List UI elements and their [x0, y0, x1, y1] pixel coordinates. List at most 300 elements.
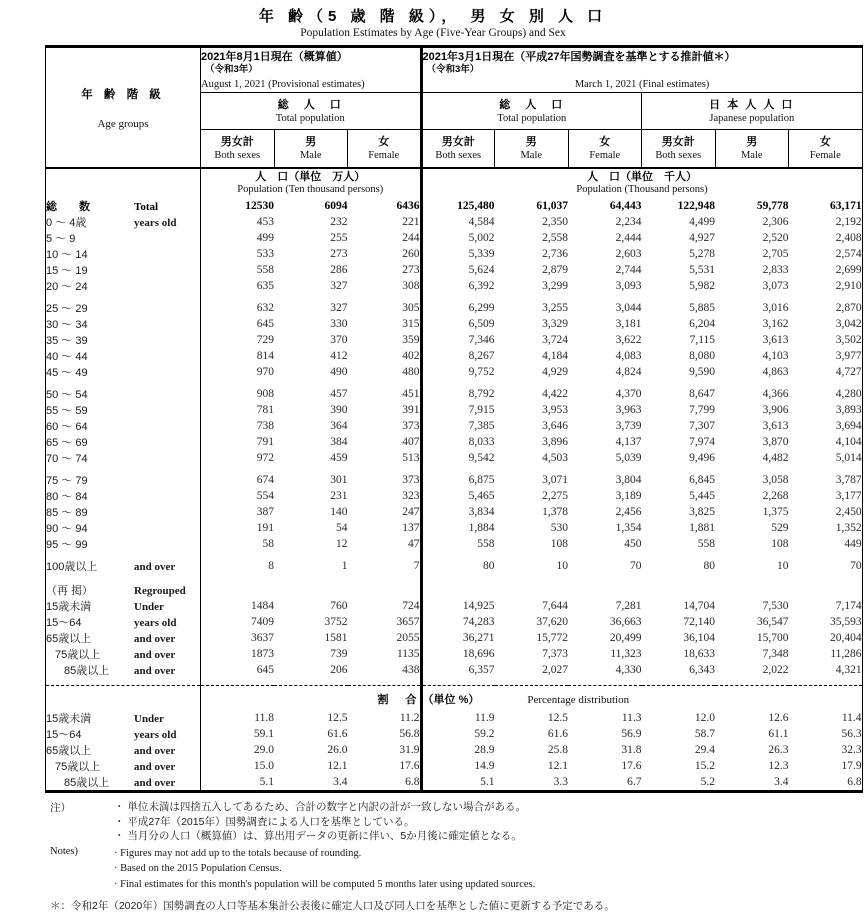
value-cell: 390: [330, 404, 348, 416]
age-label-ja: 75歳以上: [55, 761, 101, 773]
value-cell: 4,137: [615, 436, 642, 448]
value-cell: 1,354: [615, 522, 642, 534]
value-cell: 61.1: [768, 728, 789, 740]
value-cell: 2,450: [835, 506, 862, 518]
value-cell: 2,736: [542, 248, 569, 260]
value-cell: 3752: [324, 616, 348, 628]
age-label-en: and over: [134, 649, 176, 661]
age-label-cell: [46, 316, 201, 332]
value-cell: 2,234: [615, 216, 642, 228]
value-cell: 2,603: [615, 248, 642, 260]
age-label-ja: 50 〜 54: [46, 389, 88, 401]
value-cell: 36,104: [683, 632, 716, 644]
value-cell: 384: [330, 436, 348, 448]
table-row: [46, 520, 863, 536]
age-label-cell: [46, 214, 201, 230]
value-cell: 315: [402, 318, 420, 330]
table-row: [46, 246, 863, 262]
table-row: [46, 472, 863, 488]
table-row: [46, 488, 863, 504]
value-cell: 3,825: [689, 506, 716, 518]
value-cell: 3,694: [835, 420, 862, 432]
age-label-en: Under: [134, 713, 164, 725]
age-label-cell: [46, 614, 201, 630]
value-cell: 3,058: [762, 474, 789, 486]
value-cell: 1,352: [835, 522, 862, 534]
value-cell: 305: [402, 302, 420, 314]
value-cell: 330: [330, 318, 348, 330]
value-cell: 4,280: [835, 388, 862, 400]
value-cell: 8,080: [689, 350, 716, 362]
age-label-en: and over: [134, 633, 176, 645]
value-cell: 554: [201, 488, 275, 504]
value-cell: 513: [402, 452, 420, 464]
value-cell: 499: [201, 230, 275, 246]
age-label-ja: 0 〜 4歳: [46, 217, 87, 229]
value-cell: 56.3: [841, 728, 862, 740]
value-cell: 12: [336, 538, 348, 550]
value-cell: 724: [402, 600, 420, 612]
value-cell: 2,910: [835, 280, 862, 292]
notes-ja-label: 注）: [50, 802, 71, 814]
value-cell: 31.9: [399, 744, 420, 756]
age-label-ja: 75歳以上: [55, 649, 101, 661]
col-header-male: 男 Male: [274, 130, 348, 169]
value-cell: 814: [201, 348, 275, 364]
value-cell: 247: [402, 506, 420, 518]
title-block: [0, 0, 866, 39]
table-row: [46, 214, 863, 230]
table-row: [46, 198, 863, 214]
value-cell: 4,422: [542, 388, 569, 400]
age-label-cell: [46, 504, 201, 520]
note-line: ・ 当月分の人口（概算値）は、算出用データの更新に伴い、5か月後に確定値となる。: [114, 830, 522, 842]
value-cell: 327: [330, 280, 348, 292]
group-header-total-left: [201, 93, 422, 130]
value-cell: 9,590: [689, 366, 716, 378]
value-cell: 29.4: [694, 744, 716, 756]
value-cell: 6.8: [847, 776, 862, 788]
value-cell: 3,093: [615, 280, 642, 292]
value-cell: 635: [201, 278, 275, 294]
value-cell: 61,037: [536, 200, 569, 212]
value-cell: 632: [201, 300, 275, 316]
unit-header-row: [46, 168, 863, 198]
value-cell: 4,727: [835, 366, 862, 378]
value-cell: 6,509: [421, 316, 495, 332]
age-label-cell: [46, 472, 201, 488]
value-cell: 323: [402, 490, 420, 502]
value-cell: 25.8: [547, 744, 569, 756]
value-cell: 14,925: [421, 598, 495, 614]
value-cell: 3,613: [762, 334, 789, 346]
percentage-label-ja: 割 合: [201, 686, 422, 711]
note-line: ・ 平成27年（2015年）国勢調査による人口を基準としている。: [114, 815, 415, 828]
table-row: [46, 630, 863, 646]
value-cell: 11.2: [399, 712, 420, 724]
value-cell: [642, 582, 716, 598]
value-cell: 7,915: [421, 402, 495, 418]
value-cell: 3,042: [835, 318, 862, 330]
value-cell: 63,171: [829, 200, 862, 212]
value-cell: 12.5: [327, 712, 348, 724]
value-cell: 2,275: [542, 490, 569, 502]
value-cell: 6094: [324, 200, 348, 212]
value-cell: 2,306: [762, 216, 789, 228]
age-label-ja: （再 掲）: [46, 585, 94, 597]
age-label-ja: 85 〜 89: [46, 507, 88, 519]
value-cell: 15,772: [536, 632, 569, 644]
period-right-date-en: March 1, 2021 (Final estimates): [574, 78, 710, 90]
value-cell: [568, 582, 642, 598]
notes-en-label: Notes): [50, 845, 78, 857]
value-cell: 32.3: [841, 744, 862, 756]
value-cell: 3,073: [762, 280, 789, 292]
value-cell: 5,278: [689, 248, 716, 260]
value-cell: 260: [402, 248, 420, 260]
value-cell: 5,982: [689, 280, 716, 292]
value-cell: 108: [771, 538, 789, 550]
value-cell: 47: [408, 538, 420, 550]
value-cell: 451: [402, 388, 420, 400]
value-cell: 15.2: [694, 760, 716, 772]
value-cell: 7,530: [762, 600, 789, 612]
value-cell: 4,482: [762, 452, 789, 464]
period-left-date-ja: 2021年8月1日現在（概算値）: [201, 50, 348, 63]
value-cell: 645: [201, 662, 275, 678]
page-title-en: Population Estimates by Age (Five-Year Groups) and Sex: [300, 27, 566, 39]
value-cell: 3,977: [835, 350, 862, 362]
value-cell: 5.1: [421, 774, 495, 792]
age-label-ja: 65歳以上: [46, 745, 92, 757]
value-cell: 2,833: [762, 264, 789, 276]
period-left-date-en: August 1, 2021 (Provisional estimates): [201, 78, 365, 90]
value-cell: 20,499: [609, 632, 642, 644]
age-label-cell: [46, 332, 201, 348]
value-cell: 4,103: [762, 350, 789, 362]
value-cell: 5,014: [835, 452, 862, 464]
value-cell: 3.4: [774, 776, 789, 788]
col-header-female: 女 Female: [348, 130, 422, 169]
age-label-cell: [46, 758, 201, 774]
value-cell: 5,002: [421, 230, 495, 246]
age-label-ja: 80 〜 84: [46, 491, 88, 503]
value-cell: 3,787: [835, 474, 862, 486]
value-cell: 3,893: [835, 404, 862, 416]
age-label-cell: [46, 300, 201, 316]
value-cell: 373: [402, 474, 420, 486]
value-cell: 10: [777, 560, 789, 572]
value-cell: 391: [402, 404, 420, 416]
age-label-en: Under: [134, 601, 164, 613]
value-cell: 3,963: [615, 404, 642, 416]
value-cell: 4,330: [615, 664, 642, 676]
value-cell: 15.0: [201, 758, 275, 774]
value-cell: 61.6: [547, 728, 569, 740]
value-cell: 26.0: [327, 744, 348, 756]
table-row: [46, 558, 863, 574]
value-cell: 1135: [396, 648, 420, 660]
value-cell: 5,624: [421, 262, 495, 278]
value-cell: 8,647: [689, 388, 716, 400]
percentage-header-spacer: [46, 686, 201, 711]
value-cell: 31.8: [621, 744, 642, 756]
value-cell: 3,804: [615, 474, 642, 486]
value-cell: 232: [330, 216, 348, 228]
value-cell: 308: [402, 280, 420, 292]
value-cell: 970: [201, 364, 275, 380]
value-cell: 4,083: [615, 350, 642, 362]
value-cell: 3,177: [835, 490, 862, 502]
age-label-cell: [46, 402, 201, 418]
col-header-male: 男 Male: [495, 130, 569, 169]
value-cell: 438: [402, 664, 420, 676]
value-cell: 12.1: [327, 760, 348, 772]
value-cell: 4,499: [689, 216, 716, 228]
value-cell: 1,378: [542, 506, 569, 518]
table-row: [46, 230, 863, 246]
value-cell: 37,620: [536, 616, 569, 628]
value-cell: 70: [630, 560, 642, 572]
value-cell: 6,343: [689, 664, 716, 676]
value-cell: 2,705: [762, 248, 789, 260]
value-cell: 12.5: [547, 712, 569, 724]
value-cell: 11,286: [830, 648, 862, 660]
period-right-era-ja: （令和3年）: [426, 63, 480, 75]
age-label-cell: [46, 278, 201, 294]
table-row: [46, 364, 863, 380]
value-cell: 6.7: [627, 776, 642, 788]
value-cell: 221: [402, 216, 420, 228]
value-cell: 2,456: [615, 506, 642, 518]
value-cell: 7,799: [689, 404, 716, 416]
value-cell: 7,348: [762, 648, 789, 660]
value-cell: 10: [556, 560, 569, 572]
value-cell: 2,027: [542, 664, 569, 676]
value-cell: 2,574: [835, 248, 862, 260]
value-cell: 3,953: [542, 404, 569, 416]
age-label-cell: [46, 348, 201, 364]
notes-ja: [50, 800, 866, 844]
period-left-header: [201, 47, 422, 93]
value-cell: 457: [330, 388, 348, 400]
value-cell: 4,370: [615, 388, 642, 400]
value-cell: 244: [402, 232, 420, 244]
value-cell: 738: [201, 418, 275, 434]
value-cell: 59.1: [201, 726, 275, 742]
age-label-cell: [46, 710, 201, 726]
age-label-en: and over: [134, 761, 176, 773]
value-cell: 450: [624, 538, 642, 550]
table-row: [46, 300, 863, 316]
value-cell: 674: [201, 472, 275, 488]
value-cell: 3,646: [542, 420, 569, 432]
period-right-date-ja: 2021年3月1日現在（平成27年国勢調査を基準とする推計値＊）: [422, 50, 736, 63]
value-cell: 17.6: [399, 760, 420, 772]
value-cell: 3,299: [542, 280, 569, 292]
value-cell: 273: [402, 264, 420, 276]
value-cell: [715, 582, 789, 598]
unit-spacer: [46, 168, 201, 198]
value-cell: 791: [201, 434, 275, 450]
value-cell: 3,189: [615, 490, 642, 502]
value-cell: 364: [330, 420, 348, 432]
table-row: [46, 536, 863, 552]
age-label-cell: [46, 598, 201, 614]
value-cell: 529: [771, 522, 789, 534]
age-label-ja: 10 〜 14: [46, 249, 88, 261]
value-cell: 7,385: [421, 418, 495, 434]
age-label-cell: [46, 230, 201, 246]
value-cell: 9,752: [421, 364, 495, 380]
value-cell: 558: [697, 538, 716, 550]
col-header-male: 男 Male: [715, 130, 789, 169]
value-cell: 58: [201, 536, 275, 552]
value-cell: 11,323: [610, 648, 642, 660]
age-label-cell: [46, 386, 201, 402]
col-header-both-sexes: 男女計 Both sexes: [421, 130, 495, 169]
value-cell: 2,408: [835, 232, 862, 244]
value-cell: 301: [330, 474, 348, 486]
age-label-cell: [46, 246, 201, 262]
value-cell: 387: [201, 504, 275, 520]
age-label-cell: [46, 536, 201, 552]
age-label-ja: 75 〜 79: [46, 475, 88, 487]
age-label-ja: 100歳以上: [46, 561, 98, 573]
value-cell: 359: [402, 334, 420, 346]
value-cell: 327: [330, 302, 348, 314]
value-cell: 4,584: [421, 214, 495, 230]
col-header-both-sexes: 男女計 Both sexes: [642, 130, 716, 169]
value-cell: 26.3: [768, 744, 789, 756]
value-cell: 3,329: [542, 318, 569, 330]
footnote: ＊：令和2年（2020年）国勢調査の人口等基本集計公表後に確定人口及び同人口を基準とした値に更新する予定である。: [50, 900, 615, 912]
value-cell: 15,700: [756, 632, 789, 644]
value-cell: 80: [421, 558, 495, 574]
value-cell: 28.9: [421, 742, 495, 758]
age-label-ja: 65歳以上: [46, 633, 92, 645]
value-cell: 36,663: [609, 616, 642, 628]
group-label-en: Total population: [275, 112, 345, 124]
value-cell: 7,373: [542, 648, 569, 660]
value-cell: 8,267: [421, 348, 495, 364]
age-label-ja: 70 〜 74: [46, 453, 88, 465]
group-label-ja: 総 人 口: [277, 98, 343, 111]
value-cell: 7,644: [542, 600, 569, 612]
value-cell: 3637: [201, 630, 275, 646]
value-cell: 7,307: [689, 420, 716, 432]
value-cell: 12530: [201, 198, 275, 214]
value-cell: 11.4: [841, 712, 862, 724]
table-row: [46, 662, 863, 678]
value-cell: 2,350: [542, 216, 569, 228]
age-label-ja: 45 〜 49: [46, 367, 88, 379]
value-cell: 5,531: [689, 264, 716, 276]
value-cell: 3,044: [615, 302, 642, 314]
value-cell: 908: [201, 386, 275, 402]
value-cell: 4,929: [542, 366, 569, 378]
value-cell: 18,633: [683, 648, 716, 660]
value-cell: 972: [201, 450, 275, 466]
value-cell: 231: [330, 490, 348, 502]
value-cell: 36,547: [756, 616, 789, 628]
value-cell: [201, 582, 275, 598]
value-cell: 2,744: [615, 264, 642, 276]
age-label-cell: [46, 418, 201, 434]
table-row: [46, 582, 863, 598]
value-cell: 3,906: [762, 404, 789, 416]
value-cell: 2,192: [835, 216, 862, 228]
value-cell: 3,016: [762, 302, 789, 314]
group-label-en: Japanese population: [709, 112, 795, 124]
value-cell: 74,283: [421, 614, 495, 630]
value-cell: 59,778: [756, 200, 789, 212]
value-cell: 1,884: [421, 520, 495, 536]
age-label-cell: [46, 262, 201, 278]
value-cell: 1484: [201, 598, 275, 614]
table-row: [46, 316, 863, 332]
table-row: [46, 278, 863, 294]
value-cell: 12.6: [768, 712, 789, 724]
age-groups-header: [46, 47, 201, 169]
value-cell: 4,184: [542, 350, 569, 362]
value-cell: 2055: [396, 632, 420, 644]
age-label-ja: 15〜64: [46, 729, 82, 741]
value-cell: 5,465: [421, 488, 495, 504]
age-label-en: years old: [134, 617, 177, 629]
value-cell: 1581: [324, 632, 348, 644]
value-cell: 480: [402, 366, 420, 378]
value-cell: 7,115: [689, 334, 716, 346]
table-row: [46, 262, 863, 278]
value-cell: 29.0: [201, 742, 275, 758]
value-cell: 7,974: [689, 436, 716, 448]
value-cell: 9,542: [421, 450, 495, 466]
age-label-ja: 15〜64: [46, 617, 82, 629]
age-label-cell: [46, 558, 201, 574]
spacer-row: [46, 678, 863, 686]
value-cell: 18,696: [421, 646, 495, 662]
value-cell: 20,404: [829, 632, 862, 644]
value-cell: 645: [201, 316, 275, 332]
group-header-japanese: [642, 93, 863, 130]
value-cell: 72,140: [683, 616, 716, 628]
age-label-ja: 25 〜 29: [46, 303, 88, 315]
age-label-ja: 60 〜 64: [46, 421, 88, 433]
period-right-header: [421, 47, 862, 93]
value-cell: 490: [330, 366, 348, 378]
notes-en-lines: [114, 846, 866, 893]
value-cell: [495, 582, 569, 598]
age-label-cell: [46, 630, 201, 646]
value-cell: 3,870: [762, 436, 789, 448]
value-cell: 108: [550, 538, 569, 550]
age-label-en: Regrouped: [134, 585, 186, 597]
age-label-cell: [46, 726, 201, 742]
value-cell: 558: [421, 536, 495, 552]
value-cell: 286: [330, 264, 348, 276]
value-cell: 2,520: [762, 232, 789, 244]
value-cell: 729: [201, 332, 275, 348]
group-label-ja: 日 本 人 人 口: [709, 98, 795, 111]
table-row: [46, 386, 863, 402]
value-cell: 2,879: [542, 264, 569, 276]
value-cell: 4,366: [762, 388, 789, 400]
value-cell: 6,845: [689, 474, 716, 486]
age-groups-label-ja: 年 齢 階 級: [81, 88, 165, 101]
value-cell: 80: [703, 560, 716, 572]
value-cell: 3,502: [835, 334, 862, 346]
